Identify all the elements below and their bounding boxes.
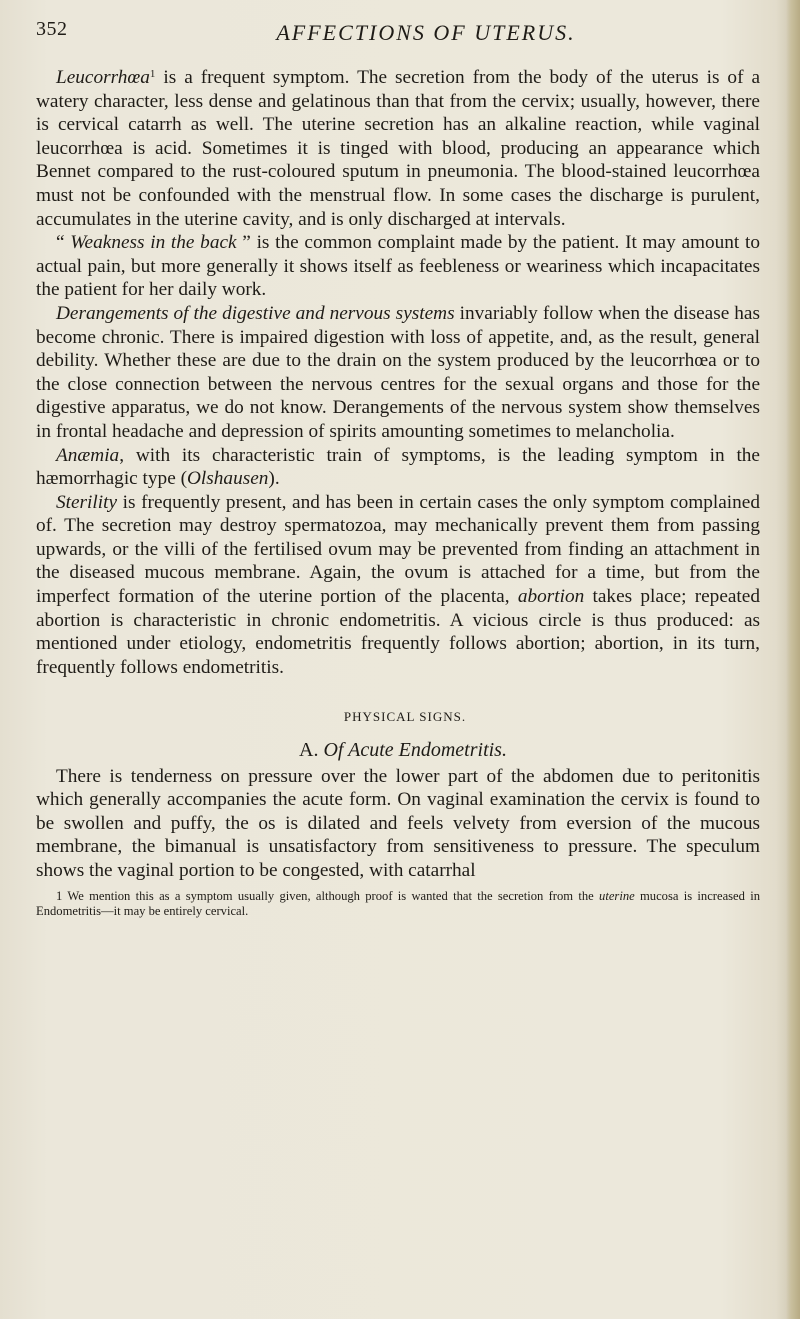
open-quote: “ <box>56 232 71 254</box>
paragraph-anaemia <box>36 444 760 491</box>
footnote-text-a: We mention this as a symptom usually given, although proof is wanted that the secretion from the <box>62 888 600 903</box>
paragraph-physical-signs: There is tenderness on pressure over the lower part of the abdomen due to peritonitis which generally accompanies the acute form. On vaginal examination the cervix is found to be swollen and puffy, the os is dilated and feels velvety from eversion of the mucous membrane, the bimanual is unsatisfactory from sensitiveness to pressure. The speculum shows the vaginal portion to be congested, with catarrhal <box>36 765 760 881</box>
paragraph-text-a: is frequently present, and has been in certain cases the only symptom complained of. The secretion may destroy spermatozoa, may mechanically prevent them from passing upwards, or the villi of the fertilised ovum may be prevented from finding an attachment in the diseased mucous membrane. Again, the ovum is attached for a time, but from the imperfect formation of the uterine portion of the placenta, <box>36 491 760 608</box>
footnote-term-uterine: uterine <box>599 888 635 903</box>
running-head: AFFECTIONS OF UTERUS. <box>276 20 576 45</box>
paragraph-text-b: takes place; repeated abortion is characteristic in chronic endometritis. A vicious circle is thus produced: as mentioned under etiology, endometritis frequently follows abortion; abortion, in its turn, frequently follows endometritis. <box>36 586 760 678</box>
term-anaemia: Anæmia <box>56 444 120 466</box>
subsection-letter: A. <box>299 739 319 762</box>
footnote-text-b: mucosa is increased in Endometritis—it may be entirely cervical. <box>36 888 761 918</box>
term-weakness: Weakness in the back <box>70 232 237 254</box>
paragraph-text: is a frequent symptom. The secretion from the body of the uterus is of a watery character, less dense and gelatinous than that from the cervix; usually, however, there is cervical catarrh as well. The uterine secretion has an alkaline reaction, while vaginal leucorrhœa is acid. Sometimes it is tinged with blood, producing an appearance which Bennet compared to the rust-coloured sputum in pneumonia. The blood-stained leucorrhœa must not be confounded with the menstrual flow. In some cases the discharge is purulent, accumulates in the uterine cavity, and is only discharged at intervals. <box>36 67 760 230</box>
term-derangements: Derangements of the digestive and nervous systems <box>56 302 455 324</box>
term-sterility: Sterility <box>56 491 118 513</box>
paragraph-text: , with its characteristic train of symptoms, is the leading symptom in the hæmorrhagic type ( <box>36 444 760 490</box>
paragraph-derangements <box>36 302 760 444</box>
subsection-heading <box>36 739 760 763</box>
paragraph-sterility <box>36 491 760 680</box>
footnote-ref: 1 <box>149 68 156 80</box>
page-number: 352 <box>36 18 68 40</box>
paragraph-text: invariably follow when the disease has become chronic. There is impaired digestion with loss of appetite, and, as the result, general debility. Whether these are due to the drain on the system produced by the leucorrhœa or to the close connection between the nervous centres for the sexual organs and those for the digestive apparatus, we do not know. Derangements of the nervous system show themselves in frontal headache and depression of spirits amounting sometimes to melancholia. <box>36 302 760 442</box>
footnote-marker: 1 <box>56 888 63 903</box>
paragraph-text: is the common complaint made by the patient. It may amount to actual pain, but more generally it shows itself as feebleness or weariness which incapacitates the patient for her daily work. <box>36 232 760 301</box>
close-quote: ” <box>236 232 251 254</box>
page-body <box>36 66 760 919</box>
section-heading: PHYSICAL SIGNS. <box>343 709 467 725</box>
citation-olshausen: Olshausen <box>187 468 269 490</box>
paragraph-close: ). <box>268 468 280 490</box>
term-leucorrhoea: Leucorrhœa <box>56 67 150 88</box>
footnote <box>36 889 760 919</box>
subsection-title: Of Acute Endometritis. <box>323 739 507 762</box>
paragraph-leucorrhoea <box>36 66 760 231</box>
paragraph-weakness <box>36 231 760 302</box>
term-abortion: abortion <box>517 586 585 608</box>
page-header <box>36 18 776 52</box>
page-edge-shadow <box>786 0 800 1319</box>
